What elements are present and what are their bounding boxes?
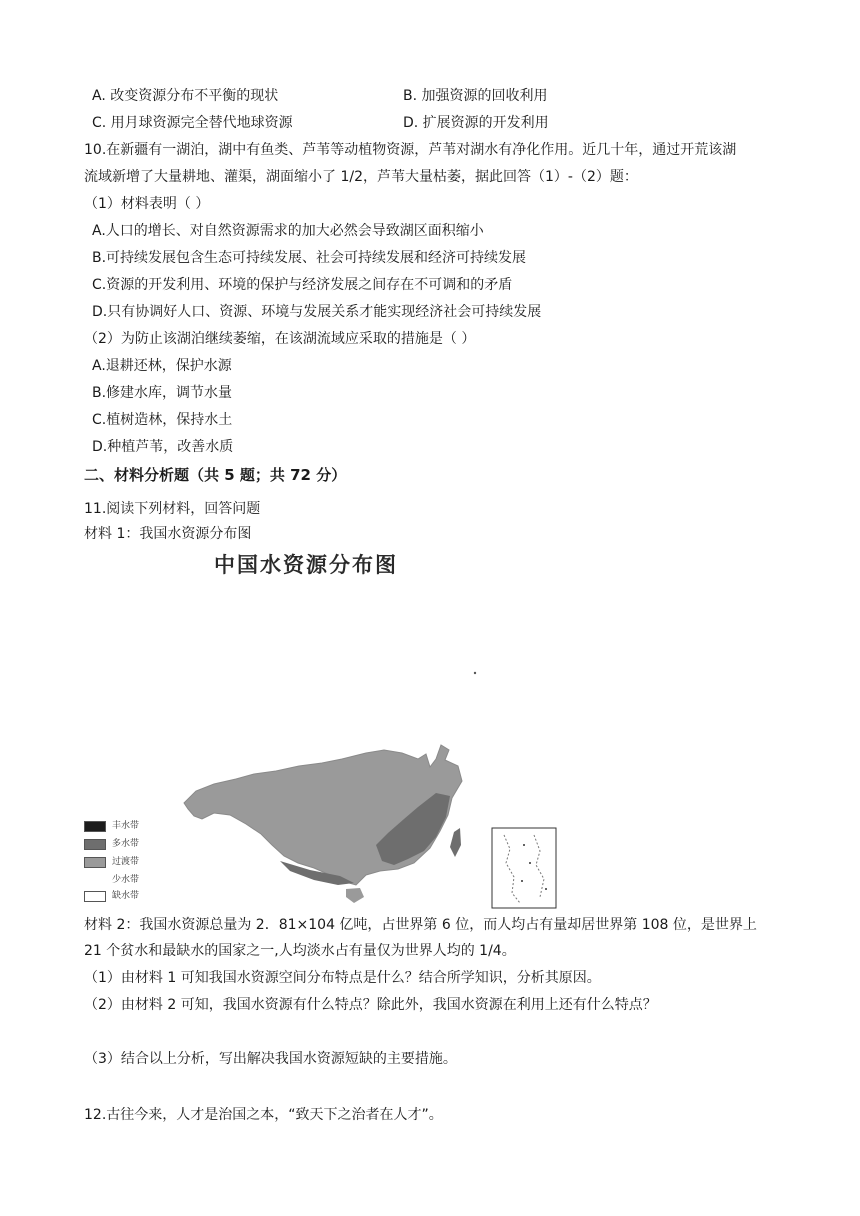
question-10-stem-line1: 10.在新疆有一湖泊，湖中有鱼类、芦苇等动植物资源，芦苇对湖水有净化作用。近几十年，通过开荒该湖 — [84, 142, 737, 158]
q10-sub2-option-b: B.修建水库，调节水量 — [92, 385, 233, 401]
q10-sub1-option-c: C.资源的开发利用、环境的保护与经济发展之间存在不可调和的矛盾 — [92, 277, 513, 293]
water-resource-map — [84, 545, 564, 915]
legend-label: 少水带 — [112, 875, 140, 885]
question-11-q3: （3）结合以上分析，写出解决我国水资源短缺的主要措施。 — [84, 1051, 457, 1067]
option-c: C. 用月球资源完全替代地球资源 — [92, 115, 293, 131]
legend-item-plenty — [84, 838, 139, 850]
legend-label: 缺水带 — [112, 891, 140, 901]
question-11-stem: 11.阅读下列材料，回答问题 — [84, 501, 261, 517]
option-d: D. 扩展资源的开发利用 — [403, 115, 549, 131]
legend-label: 丰水带 — [112, 821, 140, 831]
section-heading: 二、材料分析题（共 5 题；共 72 分） — [84, 466, 347, 484]
legend-item-abundant — [84, 820, 139, 832]
legend-swatch — [84, 821, 106, 832]
question-10-sub1-prompt: （1）材料表明（ ） — [84, 196, 210, 212]
option-a: A. 改变资源分布不平衡的现状 — [92, 88, 279, 104]
material-2-line2: 21 个贫水和最缺水的国家之一,人均淡水占有量仅为世界人均的 1/4。 — [84, 943, 516, 959]
legend-item-less — [84, 874, 139, 886]
q10-sub1-option-a: A.人口的增长、对自然资源需求的加大必然会导致湖区面积缩小 — [92, 223, 484, 239]
legend-item-lack — [84, 890, 139, 902]
question-11-q2: （2）由材料 2 可知，我国水资源有什么特点？除此外，我国水资源在利用上还有什么特点？ — [84, 997, 657, 1013]
question-10-sub2-prompt: （2）为防止该湖泊继续萎缩，在该湖流域应采取的措施是（ ） — [84, 331, 476, 347]
china-map-shape — [84, 545, 564, 915]
material-2-line1: 材料 2：我国水资源总量为 2．81×104 亿吨，占世界第 6 位，而人均占有量却居世界第 108 位，是世界上 — [84, 917, 757, 933]
legend-label: 多水带 — [112, 839, 140, 849]
map-title: 中国水资源分布图 — [214, 552, 398, 577]
option-b: B. 加强资源的回收利用 — [403, 88, 548, 104]
q10-sub1-option-d: D.只有协调好人口、资源、环境与发展关系才能实现经济社会可持续发展 — [92, 304, 542, 320]
question-10-stem-line2: 流域新增了大量耕地、灌渠，湖面缩小了 1/2，芦苇大量枯萎，据此回答（1）-（2）题： — [84, 169, 638, 185]
q10-sub1-option-b: B.可持续发展包含生态可持续发展、社会可持续发展和经济可持续发展 — [92, 250, 527, 266]
legend-item-transition — [84, 856, 139, 868]
q10-sub2-option-c: C.植树造林，保持水土 — [92, 412, 233, 428]
legend-swatch — [84, 857, 106, 868]
material-1-label: 材料 1：我国水资源分布图 — [84, 526, 252, 542]
legend-swatch — [84, 875, 106, 886]
legend-swatch — [84, 891, 106, 902]
legend-swatch — [84, 839, 106, 850]
q10-sub2-option-d: D.种植芦苇，改善水质 — [92, 439, 234, 455]
question-11-q1: （1）由材料 1 可知我国水资源空间分布特点是什么？结合所学知识，分析其原因。 — [84, 970, 601, 986]
question-12-stem: 12.古往今来，人才是治国之本，“致天下之治者在人才”。 — [84, 1107, 443, 1123]
q10-sub2-option-a: A.退耕还林，保护水源 — [92, 358, 232, 374]
legend-label: 过渡带 — [112, 857, 140, 867]
